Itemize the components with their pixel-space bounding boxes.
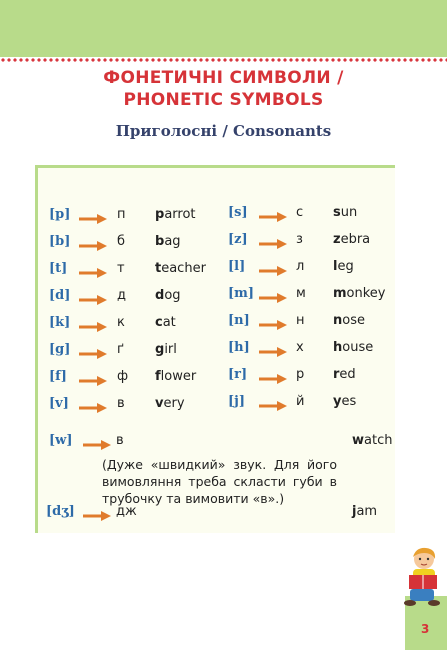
example-word [155,234,181,249]
section-subtitle: Приголосні / Consonants [115,122,332,140]
example-word [155,261,206,276]
example-word [155,396,185,411]
phonetic-symbol: [v] [49,396,69,411]
phonetic-symbol: [l] [228,259,246,274]
cyrillic-equivalent: н [296,313,305,328]
arrow-right-icon [79,292,107,302]
example-word [352,504,377,519]
cyrillic-equivalent: ґ [117,342,124,357]
cyrillic-equivalent: т [117,261,125,276]
arrow-right-icon [259,263,287,273]
cyrillic-equivalent: ф [117,369,129,384]
phonetic-symbol: [m] [228,286,255,301]
example-word-rest: ebra [340,232,371,247]
example-word-highlight: g [155,342,165,357]
page-number: 3 [421,622,430,636]
example-word-rest: eacher [161,261,206,276]
phonetic-symbol: [b] [49,234,71,249]
example-word-highlight: l [333,259,338,274]
arrow-right-icon [79,238,107,248]
example-word [352,433,392,448]
arrow-right-icon [79,373,107,383]
example-word [333,313,365,328]
example-word-rest: onkey [346,286,386,301]
arrow-right-icon [259,317,287,327]
w-sound-note: (Дуже «швидкий» звук. Для його вимовляння треба скласти губи в трубочку та вимовити «в».) [102,457,337,506]
example-word-rest: ery [163,396,185,411]
example-word [333,394,356,409]
example-word [333,367,356,382]
example-word [155,315,176,330]
phonetic-symbol: [f] [49,369,67,384]
phonetic-symbol: [h] [228,340,250,355]
example-word-highlight: f [155,369,161,384]
example-word [333,205,357,220]
cyrillic-equivalent: х [296,340,304,355]
phonetic-symbol: [z] [228,232,248,247]
example-word [155,288,181,303]
example-word [155,207,196,222]
arrow-right-icon [259,290,287,300]
example-word-rest: un [340,205,358,220]
cyrillic-equivalent: в [117,396,125,411]
example-word-rest: ose [342,313,365,328]
example-word-highlight: d [155,288,165,303]
phonetic-symbol: [dʒ] [46,504,75,519]
page-title-ukrainian: ФОНЕТИЧНІ СИМВОЛИ / [103,68,344,88]
arrow-right-icon [83,437,111,447]
phonetic-symbol: [k] [49,315,71,330]
example-word-highlight: p [155,207,165,222]
cyrillic-equivalent: с [296,205,304,220]
phonetic-symbol: [g] [49,342,71,357]
example-word-highlight: y [333,394,342,409]
phonetic-symbol: [j] [228,394,246,409]
example-word [155,369,196,384]
example-word [333,259,354,274]
phonetic-symbol: [p] [49,207,71,222]
arrow-right-icon [79,346,107,356]
reading-child-illustration [398,545,446,607]
cyrillic-equivalent: р [296,367,305,382]
example-word-rest: irl [164,342,177,357]
arrow-right-icon [79,319,107,329]
example-word-highlight: s [333,205,341,220]
arrow-right-icon [79,211,107,221]
example-word-rest: ouse [342,340,374,355]
arrow-right-icon [259,371,287,381]
cyrillic-equivalent: дж [116,504,137,519]
cyrillic-equivalent: л [296,259,305,274]
cyrillic-equivalent: й [296,394,305,409]
example-word-rest: ag [164,234,181,249]
phonetic-symbol: [n] [228,313,250,328]
example-word-rest: atch [364,433,393,448]
cyrillic-equivalent: д [117,288,126,303]
phonetic-symbol: [s] [228,205,248,220]
example-word [333,232,370,247]
example-word-rest: lower [160,369,197,384]
top-header-band [0,0,447,57]
phonetic-symbol: [r] [228,367,248,382]
cyrillic-equivalent: п [117,207,126,222]
example-word [333,286,386,301]
example-word [333,340,373,355]
example-word-rest: arrot [164,207,196,222]
arrow-right-icon [259,236,287,246]
example-word-highlight: c [155,315,163,330]
example-word-highlight: w [352,433,365,448]
example-word-rest: eg [337,259,354,274]
example-word-highlight: b [155,234,165,249]
phonetic-symbol: [d] [49,288,71,303]
cyrillic-equivalent: в [116,433,124,448]
phonetic-symbol: [t] [49,261,68,276]
arrow-right-icon [259,209,287,219]
example-word-highlight: n [333,313,343,328]
example-word-highlight: z [333,232,341,247]
example-word-rest: og [164,288,181,303]
arrow-right-icon [83,508,111,518]
cyrillic-equivalent: м [296,286,306,301]
phonetic-symbol: [w] [49,433,73,448]
example-word-highlight: j [352,504,357,519]
arrow-right-icon [79,400,107,410]
example-word-rest: ed [339,367,356,382]
arrow-right-icon [259,344,287,354]
cyrillic-equivalent: б [117,234,126,249]
example-word-highlight: t [155,261,162,276]
example-word [155,342,177,357]
cyrillic-equivalent: з [296,232,303,247]
example-word-rest: at [162,315,176,330]
example-word-highlight: m [333,286,347,301]
arrow-right-icon [259,398,287,408]
example-word-rest: am [356,504,378,519]
dotted-divider [0,57,447,63]
arrow-right-icon [79,265,107,275]
example-word-highlight: r [333,367,340,382]
example-word-rest: es [341,394,357,409]
cyrillic-equivalent: к [117,315,125,330]
page-title-english: PHONETIC SYMBOLS [123,90,324,110]
example-word-highlight: v [155,396,164,411]
example-word-highlight: h [333,340,343,355]
